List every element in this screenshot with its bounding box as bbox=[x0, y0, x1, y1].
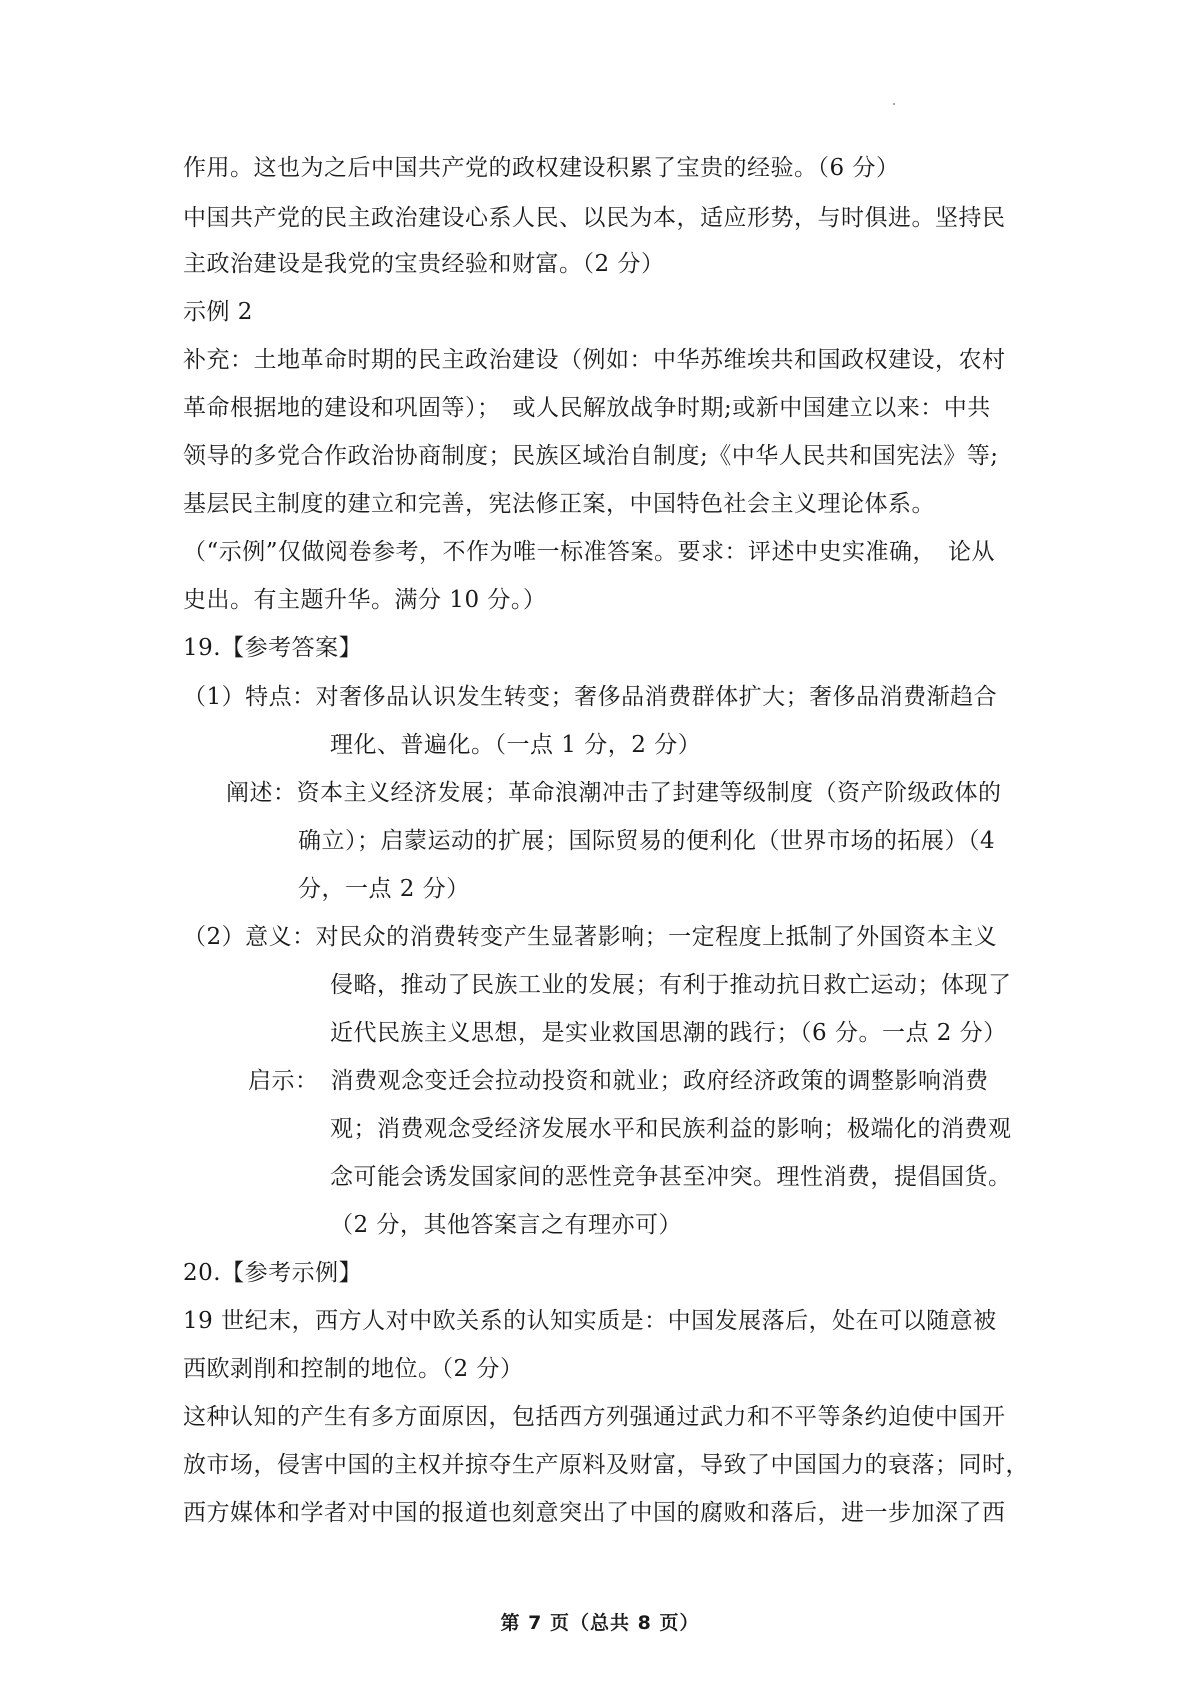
text-line: 史出。有主题升华。满分 10 分。） bbox=[183, 587, 547, 613]
question-heading: 20.【参考示例】 bbox=[183, 1260, 363, 1286]
text-line: 革命根据地的建设和巩固等）； 或人民解放战争时期;或新中国建立以来：中共 bbox=[183, 395, 991, 421]
answer-line: 近代民族主义思想，是实业救国思潮的践行；（6 分。一点 2 分） bbox=[330, 1020, 1007, 1046]
text-line: 这种认知的产生有多方面原因，包括西方列强通过武力和不平等条约迫使中国开 bbox=[183, 1404, 1006, 1430]
answer-line: 理化、普遍化。（一点 1 分，2 分） bbox=[330, 732, 702, 758]
answer-line: 观；消费观念受经济发展水平和民族利益的影响；极端化的消费观 bbox=[330, 1116, 1012, 1142]
answer-line: （2 分，其他答案言之有理亦可） bbox=[330, 1212, 682, 1238]
text-line: 19 世纪末，西方人对中欧关系的认知实质是：中国发展落后，处在可以随意被 bbox=[183, 1308, 997, 1334]
answer-line: 启示： 消费观念变迁会拉动投资和就业；政府经济政策的调整影响消费 bbox=[248, 1068, 989, 1094]
answer-line: （1）特点：对奢侈品认识发生转变；奢侈品消费群体扩大；奢侈品消费渐趋合 bbox=[183, 684, 998, 710]
text-line: 中国共产党的民主政治建设心系人民、以民为本，适应形势，与时俱进。坚持民 bbox=[183, 205, 1006, 231]
page-number-footer: 第 7 页（总共 8 页） bbox=[500, 1612, 700, 1634]
text-line: 放市场，侵害中国的主权并掠夺生产原料及财富，导致了中国国力的衰落；同时， bbox=[183, 1452, 1029, 1478]
answer-line: 念可能会诱发国家间的恶性竞争甚至冲突。理性消费，提倡国货。 bbox=[330, 1164, 1012, 1190]
text-line: 领导的多党合作政治协商制度；民族区域治自制度;《中华人民共和国宪法》等; bbox=[183, 443, 999, 469]
text-line: 西方媒体和学者对中国的报道也刻意突出了中国的腐败和落后，进一步加深了西 bbox=[183, 1500, 1006, 1526]
answer-line: （2）意义：对民众的消费转变产生显著影响；一定程度上抵制了外国资本主义 bbox=[183, 924, 998, 950]
text-line: 基层民主制度的建立和完善，宪法修正案，中国特色社会主义理论体系。 bbox=[183, 491, 935, 517]
answer-line: 分，一点 2 分） bbox=[298, 876, 470, 902]
scan-speck bbox=[893, 103, 895, 105]
text-line: 补充：土地革命时期的民主政治建设（例如：中华苏维埃共和国政权建设，农村 bbox=[183, 347, 1006, 373]
text-line: （“示例”仅做阅卷参考，不作为唯一标准答案。要求：评述中史实准确， 论从 bbox=[183, 539, 996, 565]
question-heading: 19.【参考答案】 bbox=[183, 635, 363, 661]
text-line: 主政治建设是我党的宝贵经验和财富。（2 分） bbox=[183, 251, 665, 277]
answer-line: 阐述：资本主义经济发展；革命浪潮冲击了封建等级制度（资产阶级政体的 bbox=[226, 780, 1002, 806]
text-line: 西欧剥削和控制的地位。（2 分） bbox=[183, 1356, 524, 1382]
answer-line: 确立）；启蒙运动的扩展；国际贸易的便利化（世界市场的拓展）（4 bbox=[298, 828, 996, 854]
answer-line: 侵略，推动了民族工业的发展；有利于推动抗日救亡运动；体现了 bbox=[330, 972, 1012, 998]
text-line: 作用。这也为之后中国共产党的政权建设积累了宝贵的经验。（6 分） bbox=[183, 155, 900, 181]
section-heading: 示例 2 bbox=[183, 299, 253, 325]
